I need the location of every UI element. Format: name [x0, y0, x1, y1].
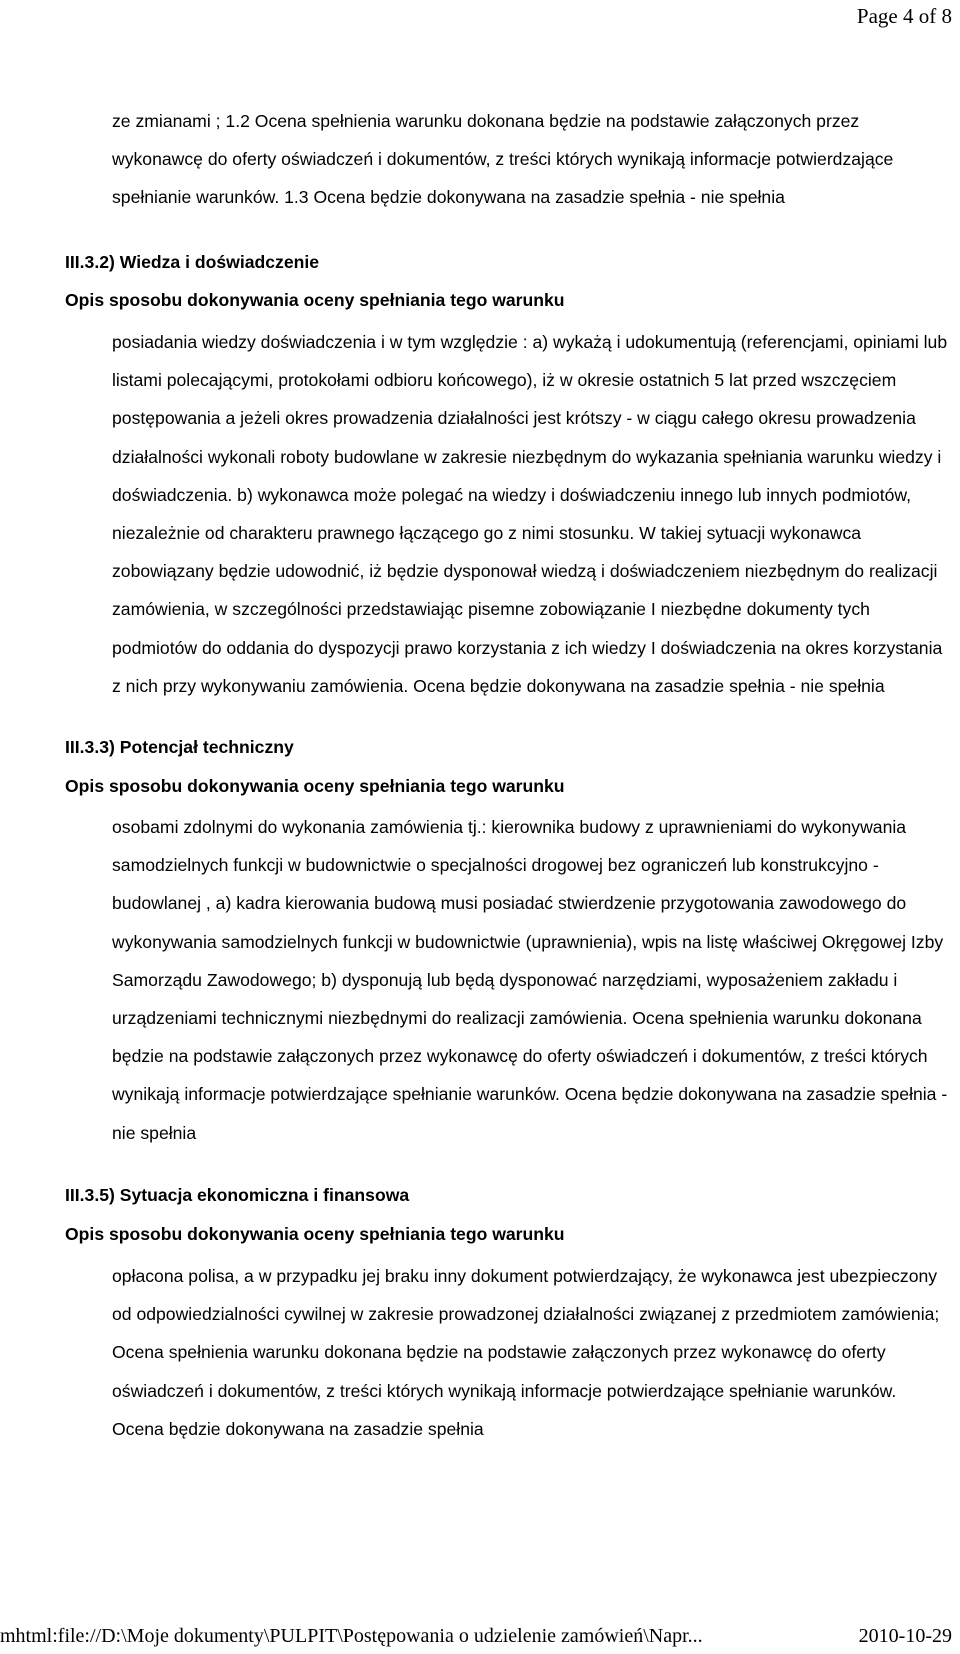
section-subtitle-potencjal: Opis sposobu dokonywania oceny spełniania tego warunku — [65, 776, 565, 796]
section-title-sytuacja: III.3.5) Sytuacja ekonomiczna i finansowa — [65, 1185, 410, 1205]
section-text-potencjal: osobami zdolnymi do wykonania zamówienia tj.: kierownika budowy z uprawnieniami do wykonywania samodzielnych funkcji w budownictwie o specjalności drogowej bez ograniczeń lub konstrukcyjno - budowlanej , a) kadra kierowania budową musi posiadać stwierdzenie przygotowania zawodowego do wykonywania samodzielnych funkcji w budownictwie (uprawnienia), wpis na listę właściwej Okręgowej Izby Samorządu Zawodowego; b) dysponują lub będą dysponować narzędziami, wyposażeniem zakładu i urządzeniami technicznymi niezbędnymi do realizacji zamówienia. Ocena spełnienia warunku dokonana będzie na podstawie załączonych przez wykonawcę do oferty oświadczeń i dokumentów, z treści których wynikają informacje potwierdzające spełnianie warunków. Ocena będzie dokonywana na zasadzie spełnia - nie spełnia — [112, 817, 948, 1143]
section-title-potencjal: III.3.3) Potencjał techniczny — [65, 737, 294, 757]
page-footer — [0, 1625, 952, 1648]
section-subtitle-sytuacja: Opis sposobu dokonywania oceny spełniania tego warunku — [65, 1224, 565, 1244]
section-text-sytuacja: opłacona polisa, a w przypadku jej braku inny dokument potwierdzający, że wykonawca jest ubezpieczony od odpowiedzialności cywilnej w zakresie prowadzonej działalności związanej z przedmiotem zamówienia; Ocena spełnienia warunku dokonana będzie na podstawie załączonych przez wykonawcę do oferty oświadczeń i dokumentów, z treści których wynikają informacje potwierdzające spełnianie warunków. Ocena będzie dokonywana na zasadzie spełnia — [112, 1266, 940, 1439]
section-text-wiedza: posiadania wiedzy doświadczenia i w tym względzie : a) wykażą i udokumentują (referencjami, opiniami lub listami polecającymi, protokołami odbioru końcowego), iż w okresie ostatnich 5 lat przed wszczęciem postępowania a jeżeli okres prowadzenia działalności jest krótszy - w ciągu całego okresu prowadzenia działalności wykonali roboty budowlane w zakresie niezbędnym do wykazania spełniania warunku wiedzy i doświadczenia. b) wykonawca może polegać na wiedzy i doświadczeniu innego lub innych podmiotów, niezależnie od charakteru prawnego łączącego go z nimi stosunku. W takiej sytuacji wykonawca zobowiązany będzie udowodnić, iż będzie dysponował wiedzą i doświadczeniem niezbędnym do realizacji zamówienia, w szczególności przedstawiając pisemne zobowiązanie I niezbędne dokumenty tych podmiotów do oddania do dyspozycji prawo korzystania z ich wiedzy I doświadczenia na okres korzystania z nich przy wykonywaniu zamówienia. Ocena będzie dokonywana na zasadzie spełnia - nie spełnia — [112, 332, 948, 696]
section-title-wiedza: III.3.2) Wiedza i doświadczenie — [65, 252, 320, 272]
page-number: Page 4 of 8 — [856, 4, 952, 28]
footer-file-path: mhtml:file://D:\Moje dokumenty\PULPIT\Postępowania o udzielenie zamówień\Napr... — [0, 1625, 703, 1647]
footer-date: 2010-10-29 — [858, 1625, 952, 1647]
intro-paragraph: ze zmianami ; 1.2 Ocena spełnienia warunku dokonana będzie na podstawie załączonych przez wykonawcę do oferty oświadczeń i dokumentów, z treści których wynikają informacje potwierdzające spełnianie warunków. 1.3 Ocena będzie dokonywana na zasadzie spełnia - nie spełnia — [112, 111, 894, 207]
section-subtitle-wiedza: Opis sposobu dokonywania oceny spełniania tego warunku — [65, 290, 565, 310]
